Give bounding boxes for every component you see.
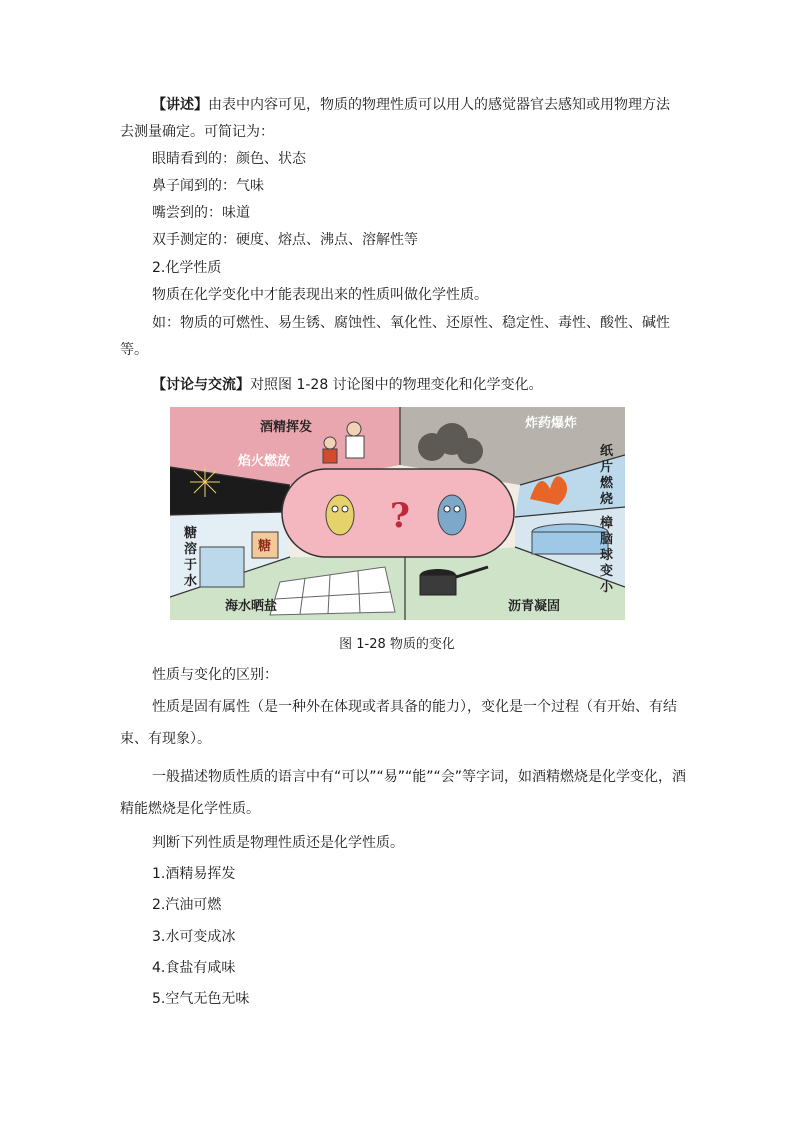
chemical-examples-line-2: 等。	[120, 342, 148, 358]
mouth-line: 嘴尝到的：味道	[152, 205, 250, 221]
figure-substance-changes	[170, 407, 625, 620]
label-explosive: 炸药爆炸	[525, 416, 578, 431]
label-camphor-1: 樟	[600, 516, 614, 531]
fireworks-icon	[190, 467, 220, 497]
distinction-line-3: 一般描述物质性质的语言中有“可以”“易”“能”“会”等字词，如酒精燃烧是化学变化，酒	[152, 769, 687, 785]
label-camphor-3: 球	[600, 548, 614, 563]
label-asphalt: 沥青凝固	[508, 599, 561, 614]
figure-caption: 图 1-28 物质的变化	[339, 637, 455, 652]
hands-line: 双手测定的：硬度、熔点、沸点、溶解性等	[152, 232, 418, 248]
distinction-line-1: 性质是固有属性（是一种外在体现或者具备的能力），变化是一个过程（有开始、有结	[152, 699, 677, 715]
cartoon-left-icon	[326, 495, 354, 535]
label-sugar-1: 糖	[184, 526, 198, 541]
label-camphor-2: 脑	[600, 532, 614, 547]
label-alcohol: 酒精挥发	[260, 420, 313, 435]
label-sugar-4: 水	[184, 574, 198, 589]
label-seawater: 海水晒盐	[225, 599, 278, 614]
lecture-label: 【讲述】	[152, 97, 208, 113]
distinction-title: 性质与变化的区别：	[152, 667, 278, 683]
label-camphor-5: 小	[600, 580, 614, 595]
label-sugar-2: 溶	[184, 542, 198, 557]
exercise-prompt: 判断下列性质是物理性质还是化学性质。	[152, 835, 404, 851]
label-sugar-3: 于	[184, 558, 198, 573]
beaker-icon	[200, 547, 244, 587]
exercise-item: 3.水可变成冰	[152, 929, 236, 945]
lecture-paragraph-line-1	[152, 96, 670, 114]
discussion-label: 【讨论与交流】	[152, 377, 250, 393]
distinction-line-2: 束、有现象）。	[120, 731, 211, 747]
chemical-examples-line-1: 如：物质的可燃性、易生锈、腐蚀性、氧化性、还原性、稳定性、毒性、酸性、碱性	[152, 315, 670, 331]
label-paper-2: 片	[600, 460, 614, 475]
exercise-item: 4.食盐有咸味	[152, 960, 236, 976]
discussion-line	[152, 376, 543, 394]
label-sugar-box: 糖	[258, 539, 272, 554]
label-paper-1: 纸	[600, 444, 614, 459]
chemical-definition: 物质在化学变化中才能表现出来的性质叫做化学性质。	[152, 287, 488, 303]
label-camphor-4: 变	[600, 564, 614, 579]
label-paper-3: 燃	[600, 476, 614, 491]
exercise-item: 1.酒精易挥发	[152, 866, 236, 882]
distinction-line-4: 精能燃烧是化学性质。	[120, 801, 260, 817]
label-fireworks: 焰火燃放	[238, 454, 291, 469]
nose-line: 鼻子闻到的：气味	[152, 178, 264, 194]
eyes-line: 眼睛看到的：颜色、状态	[152, 151, 306, 167]
cartoon-right-icon	[438, 495, 466, 535]
question-mark-icon: ?	[390, 496, 410, 536]
chemical-heading: 2.化学性质	[152, 260, 222, 276]
lecture-text: 由表中内容可见，物质的物理性质可以用人的感觉器官去感知或用物理方法	[208, 97, 670, 113]
exercise-item: 5.空气无色无味	[152, 991, 250, 1007]
lecture-paragraph-line-2: 去测量确定。可简记为：	[120, 124, 274, 140]
discussion-text: 对照图 1-28 讨论图中的物理变化和化学变化。	[250, 377, 543, 393]
exercise-item: 2.汽油可燃	[152, 897, 222, 913]
label-paper-4: 烧	[600, 492, 614, 507]
